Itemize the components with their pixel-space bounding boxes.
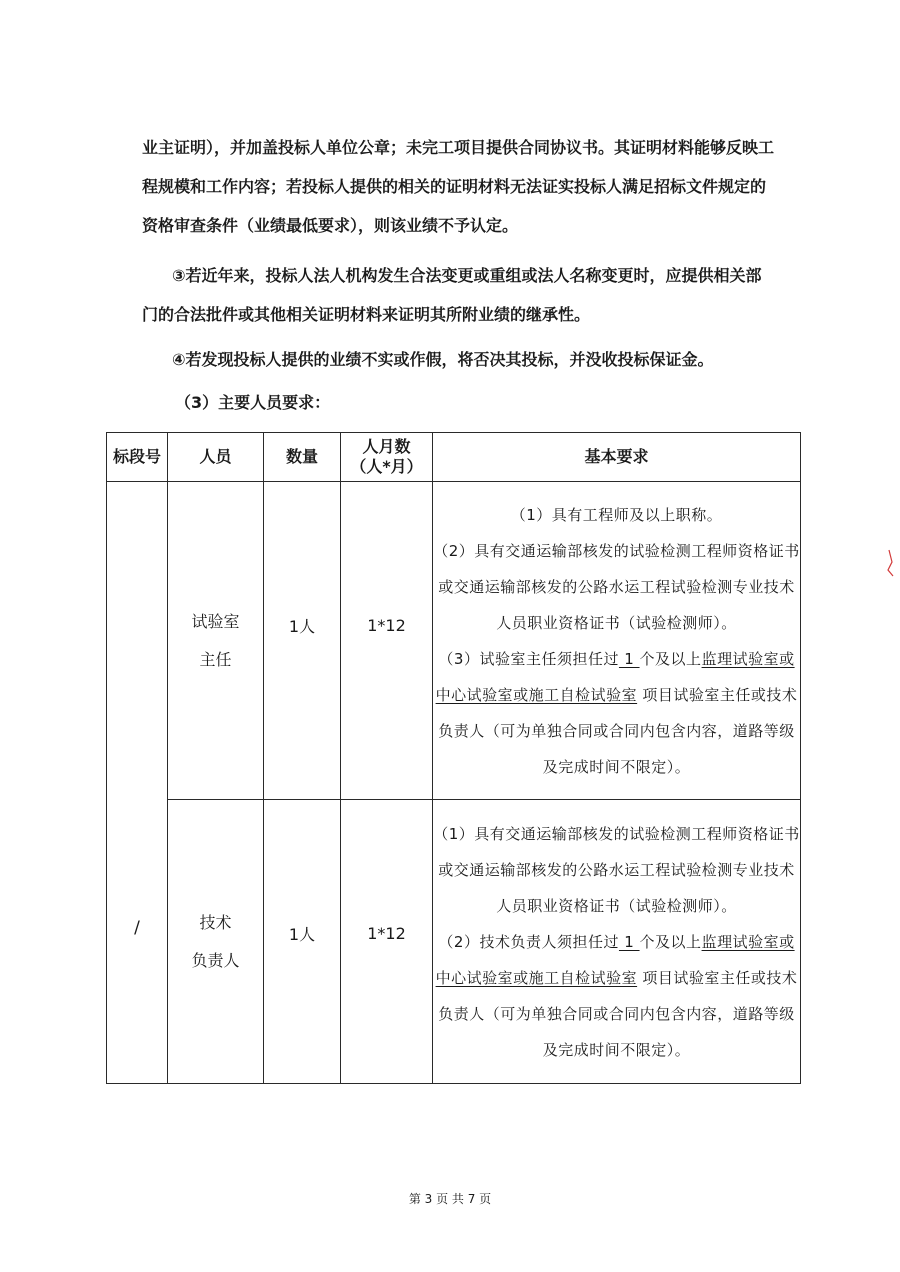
- header-requirements: 基本要求: [433, 433, 801, 482]
- requirement-text: 项目试验室主任或技术负责人（可为单独合同或合同内包含内容，道路等级及完成时间不限定）。: [438, 685, 798, 776]
- table-row: [107, 800, 801, 1084]
- table-header-row: [107, 433, 801, 482]
- requirement-item: （1）具有交通运输部核发的试验检测工程师资格证书或交通运输部核发的公路水运工程试验检测专业技术人员职业资格证书（试验检测师）。: [433, 824, 800, 915]
- underlined-count: 1: [618, 649, 640, 668]
- person-months-cell: 1*12: [341, 482, 433, 800]
- text-line: 资格审查条件（业绩最低要求），则该业绩不予认定。: [142, 216, 519, 235]
- text-line: 业主证明），并加盖投标人单位公章；未完工项目提供合同协议书。其证明材料能够反映工: [142, 138, 775, 157]
- requirement-item: [433, 641, 800, 785]
- requirement-item: [433, 924, 800, 1068]
- underlined-lab-type: 监理试验室或中心试验室或施工自检试验室: [435, 932, 795, 987]
- requirement-text: 项目试验室主任或技术负责人（可为单独合同或合同内包含内容，道路等级及完成时间不限定）。: [438, 968, 798, 1059]
- text-line: 程规模和工作内容；若投标人提供的相关的证明材料无法证实投标人满足招标文件规定的: [142, 177, 767, 196]
- section-title: （3）主要人员要求：: [175, 393, 331, 412]
- table-row: [107, 482, 801, 800]
- segment-cell: /: [107, 482, 168, 1084]
- requirement-text: 个及以上: [639, 932, 702, 951]
- paragraph-false-performance: [142, 340, 782, 379]
- text-line: ④若发现投标人提供的业绩不实或作假，将否决其投标，并没收投标保证金。: [172, 350, 714, 369]
- page-footer: 第 3 页 共 7 页: [408, 1192, 492, 1206]
- quantity-cell: 1人: [264, 482, 341, 800]
- requirements-cell: [433, 482, 801, 800]
- requirement-item: （1）具有工程师及以上职称。: [510, 505, 723, 524]
- text-line: 门的合法批件或其他相关证明材料来证明其所附业绩的继承性。: [142, 305, 591, 324]
- paragraph-legal-change: [142, 256, 782, 334]
- person-cell: 试验室 主任: [168, 482, 264, 800]
- header-quantity: 数量: [264, 433, 341, 482]
- person-months-cell: 1*12: [341, 800, 433, 1084]
- underlined-count: 1: [618, 932, 640, 951]
- requirements-cell: [433, 800, 801, 1084]
- paragraph-performance-proof: [142, 128, 782, 245]
- requirement-item: （2）具有交通运输部核发的试验检测工程师资格证书或交通运输部核发的公路水运工程试验检测专业技术人员职业资格证书（试验检测师）。: [433, 541, 800, 632]
- personnel-requirements-table: [106, 432, 801, 1084]
- quantity-cell: 1人: [264, 800, 341, 1084]
- underlined-lab-type: 监理试验室或中心试验室或施工自检试验室: [435, 649, 795, 704]
- header-person: 人员: [168, 433, 264, 482]
- requirement-text: （2）技术负责人须担任过: [438, 932, 619, 951]
- header-person-months: 人月数 （人*月）: [341, 433, 433, 482]
- header-segment: 标段号: [107, 433, 168, 482]
- requirement-text: （3）试验室主任须担任过: [438, 649, 619, 668]
- person-cell: 技术 负责人: [168, 800, 264, 1084]
- margin-stamp-mark: [886, 548, 896, 578]
- text-line: ③若近年来，投标人法人机构发生合法变更或重组或法人名称变更时，应提供相关部: [172, 266, 762, 285]
- requirement-text: 个及以上: [639, 649, 702, 668]
